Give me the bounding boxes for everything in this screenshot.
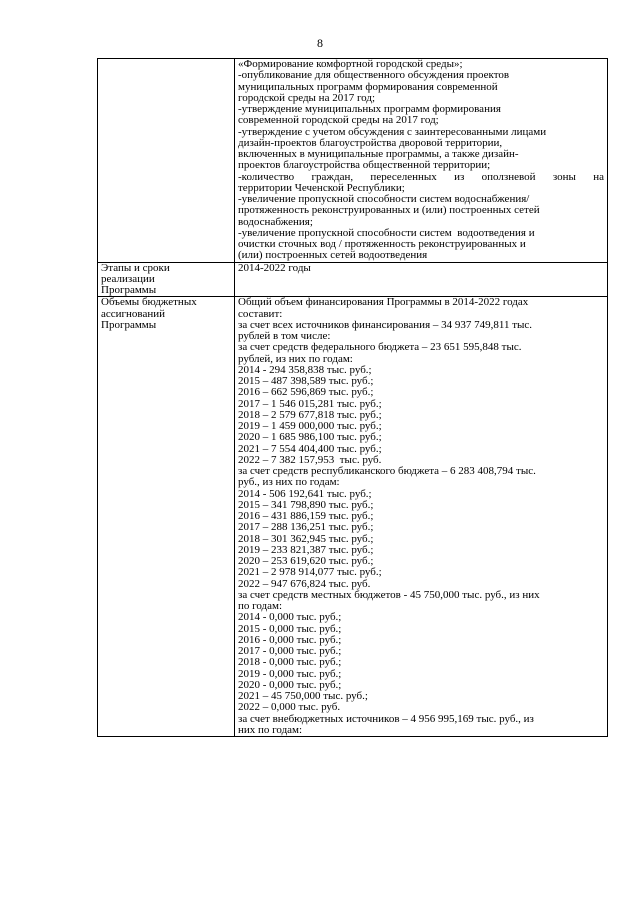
- table-row: [98, 59, 608, 263]
- row-content-line: 2016 - 0,000 тыс. руб.;: [238, 633, 342, 646]
- row-content-line: включенных в муниципальные программы, а также дизайн-: [238, 148, 519, 160]
- row-label-cell: [98, 59, 235, 263]
- row-content-line: по годам:: [238, 600, 283, 612]
- row-content-cell: [235, 262, 608, 297]
- row-content-line: 2015 – 341 798,890 тыс. руб.;: [238, 498, 374, 511]
- row-content-line: -утверждение с учетом обсуждения с заинтересованными лицами: [238, 125, 547, 138]
- row-content-line: 2019 – 233 821,387 тыс. руб.;: [238, 543, 374, 556]
- row-content-line: дизайн-проектов благоустройства дворовой территории,: [238, 136, 503, 149]
- table-body: [98, 59, 608, 737]
- row-label-line: реализации: [101, 272, 155, 285]
- row-content-line: за счет средств федерального бюджета – 23 651 595,848 тыс.: [238, 341, 522, 354]
- row-content-line: 2014 - 506 192,641 тыс. руб.;: [238, 487, 372, 500]
- row-label-line: Программы: [101, 318, 157, 331]
- row-content-line: за счет средств местных бюджетов - 45 750,000 тыс. руб., из них: [238, 588, 540, 601]
- row-content-line: проектов благоустройства общественной территории;: [238, 159, 491, 172]
- row-content-line: 2015 - 0,000 тыс. руб.;: [238, 622, 342, 635]
- row-content-line: за счет средств республиканского бюджета – 6 283 408,794 тыс.: [238, 465, 536, 477]
- row-content-line: 2021 – 45 750,000 тыс. руб.;: [238, 690, 368, 702]
- row-content-line: 2018 – 2 579 677,818 тыс. руб.;: [238, 408, 382, 421]
- row-content-line: -увеличение пропускной способности систем водоснабжения/: [238, 193, 530, 205]
- row-content-line: территории Чеченской Республики;: [238, 181, 405, 194]
- row-content-line: -опубликование для общественного обсуждения проектов: [238, 69, 510, 82]
- row-content-line: рублей, из них по годам:: [238, 352, 353, 365]
- row-content-line: водоснабжения;: [238, 215, 313, 228]
- row-content-line: городской среды на 2017 год;: [238, 91, 376, 104]
- row-content-line: рублей в том числе:: [238, 330, 331, 342]
- row-content-line: муниципальных программ формирования современной: [238, 80, 498, 93]
- row-content-line: 2017 – 288 136,251 тыс. руб.;: [238, 521, 374, 534]
- row-content-line: 2021 – 7 554 404,400 тыс. руб.;: [238, 442, 382, 455]
- table-row: [98, 297, 608, 737]
- row-content-line: -утверждение муниципальных программ формирования: [238, 103, 501, 115]
- row-content-line: 2016 – 662 596,869 тыс. руб.;: [238, 386, 374, 399]
- row-label-line: Программы: [101, 284, 157, 296]
- row-label-cell: [98, 297, 235, 737]
- row-content-line: 2020 – 253 619,620 тыс. руб.;: [238, 555, 374, 567]
- row-content-line: «Формирование комфортной городской среды»;: [238, 58, 463, 70]
- row-content-line: 2018 – 301 362,945 тыс. руб.;: [238, 532, 374, 545]
- row-label-line: ассигнований: [101, 307, 166, 320]
- row-content-line: 2016 – 431 886,159 тыс. руб.;: [238, 510, 374, 522]
- table-row: [98, 262, 608, 297]
- page-number: 8: [317, 36, 323, 50]
- row-content-line: 2014 - 294 358,838 тыс. руб.;: [238, 363, 372, 376]
- row-content-line: очистки сточных вод / протяженность реконструированных и: [238, 238, 526, 250]
- row-content-line: 2014 - 0,000 тыс. руб.;: [238, 611, 342, 624]
- row-content-line: -увеличение пропускной способности систем водоотведения и: [238, 226, 535, 239]
- row-content-line: руб., из них по годам:: [238, 476, 340, 489]
- row-content-line: 2017 – 1 546 015,281 тыс. руб.;: [238, 397, 382, 410]
- row-content-cell: [235, 297, 608, 737]
- row-label-cell: [98, 262, 235, 297]
- row-content-line: протяженность реконструированных и (или) построенных сетей: [238, 204, 540, 217]
- row-content-line: 2020 – 1 685 986,100 тыс. руб.;: [238, 431, 382, 444]
- row-label-line: Объемы бюджетных: [101, 296, 197, 309]
- row-content-line: 2015 – 487 398,589 тыс. руб.;: [238, 375, 374, 387]
- row-content-line: Общий объем финансирования Программы в 2014-2022 годах: [238, 296, 529, 309]
- row-content-line: них по годам:: [238, 723, 303, 736]
- row-content-line: 2014-2022 годы: [238, 261, 311, 274]
- row-content-line: составит:: [238, 307, 283, 320]
- row-content-line: 2022 – 7 382 157,953 тыс. руб.: [238, 453, 382, 466]
- passport-table: [97, 58, 608, 737]
- row-content-line: 2019 – 1 459 000,000 тыс. руб.;: [238, 420, 382, 432]
- row-content-line: 2019 - 0,000 тыс. руб.;: [238, 667, 342, 680]
- row-content-line: 2022 – 0,000 тыс. руб.: [238, 701, 341, 714]
- row-content-line: современной городской среды на 2017 год;: [238, 114, 439, 127]
- row-label-line: Этапы и сроки: [101, 261, 170, 274]
- row-content-cell: [235, 59, 608, 263]
- row-content-line: за счет внебюджетных источников – 4 956 995,169 тыс. руб., из: [238, 712, 534, 725]
- row-content-line: 2022 – 947 676,824 тыс. руб.: [238, 577, 371, 590]
- row-content-line: 2018 - 0,000 тыс. руб.;: [238, 656, 342, 669]
- row-content-line: 2020 - 0,000 тыс. руб.;: [238, 678, 342, 691]
- row-content-line: 2017 - 0,000 тыс. руб.;: [238, 645, 342, 657]
- row-content-line: 2021 – 2 978 914,077 тыс. руб.;: [238, 566, 382, 579]
- row-content-line: -количество граждан, переселенных из оползневой зоны на: [238, 170, 604, 183]
- row-content-line: за счет всех источников финансирования – 34 937 749,811 тыс.: [238, 318, 533, 331]
- row-content-line: (или) построенных сетей водоотведения: [238, 249, 428, 262]
